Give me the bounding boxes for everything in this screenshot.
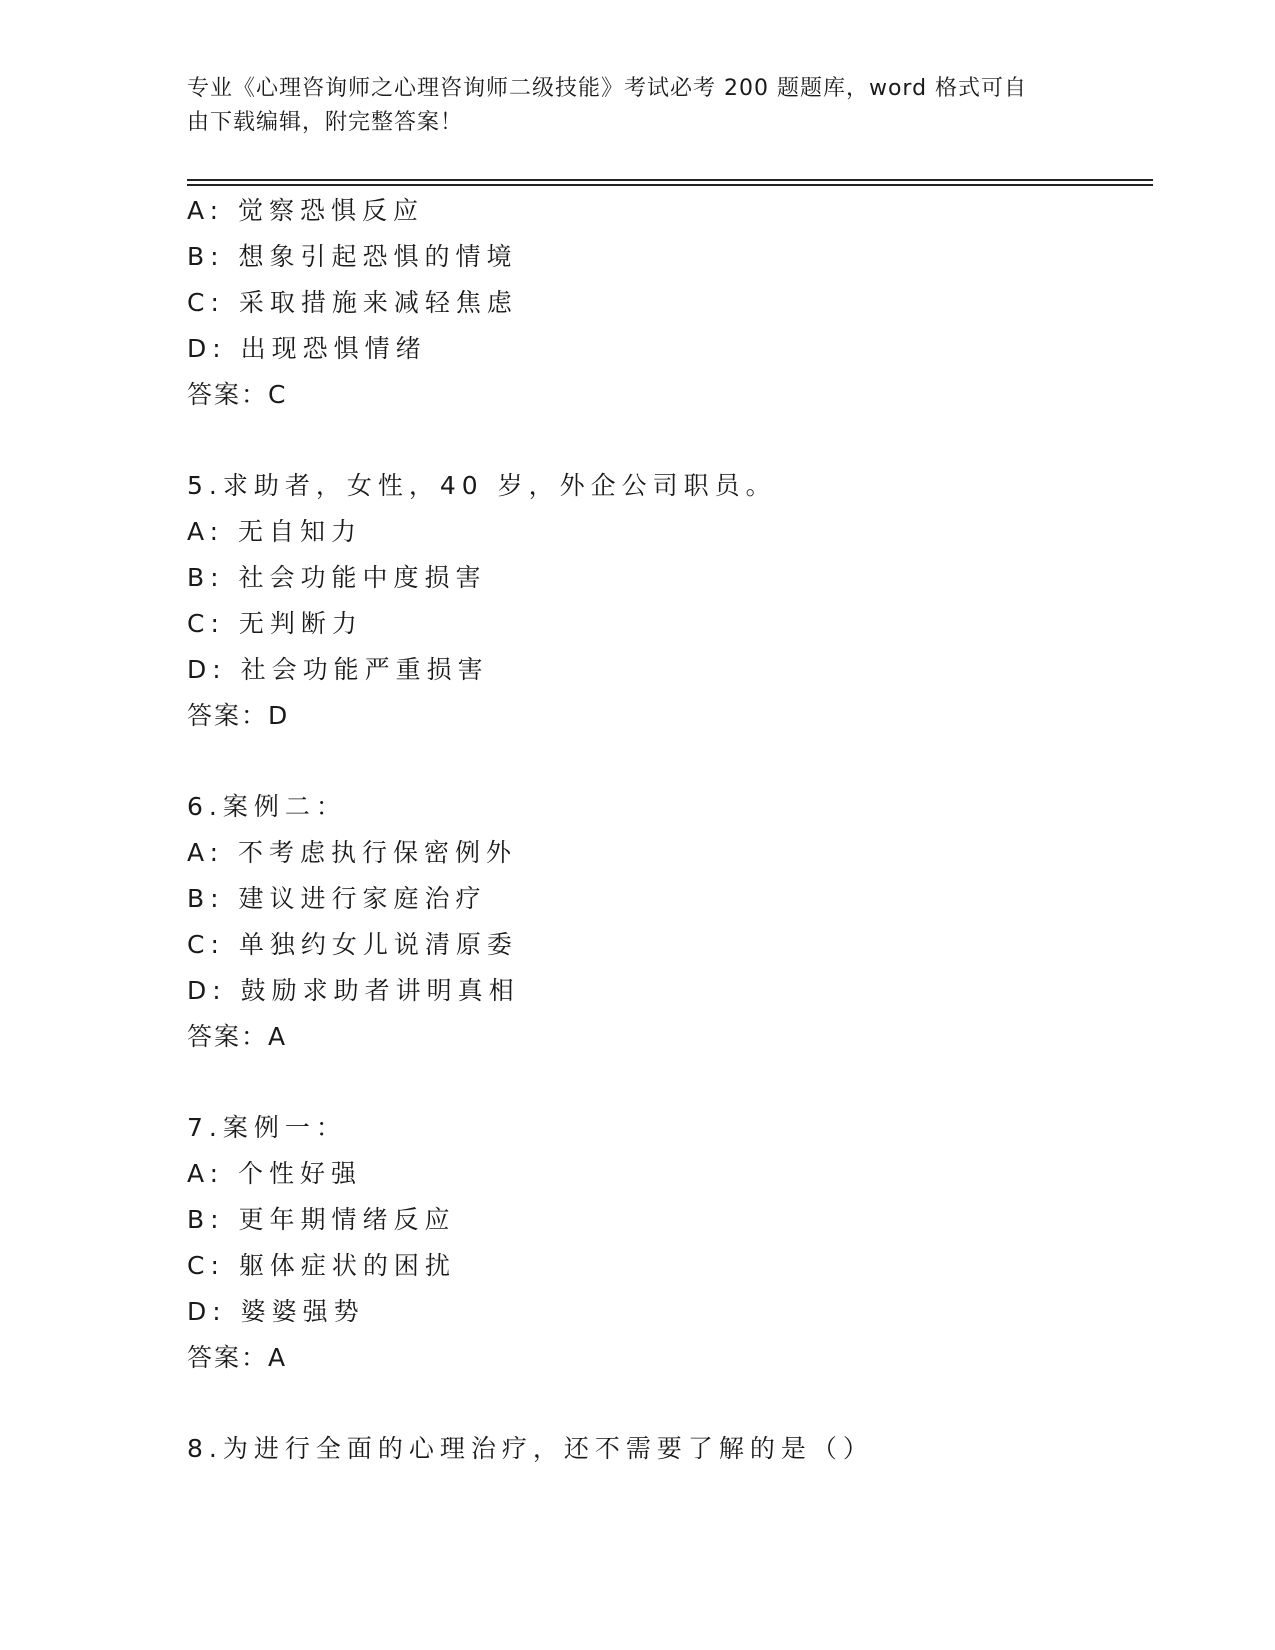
answer: 答案：A (187, 1343, 288, 1372)
question-6 (187, 784, 1147, 1060)
header-rule-bottom (187, 184, 1153, 186)
option-a: A: 不考虑执行保密例外 (187, 838, 518, 867)
answer: 答案：D (187, 701, 290, 730)
option-d: D: 鼓励求助者讲明真相 (187, 976, 520, 1005)
document-header (187, 72, 1087, 140)
option-a: A: 个性好强 (187, 1159, 363, 1188)
option-d: D: 社会功能严重损害 (187, 655, 489, 684)
option-a: A: 觉察恐惧反应 (187, 196, 425, 225)
question-stem: 7.案例一： (187, 1113, 347, 1142)
question-7 (187, 1105, 1147, 1381)
question-8 (187, 1426, 1147, 1472)
option-b: B: 社会功能中度损害 (187, 563, 487, 592)
answer: 答案：C (187, 380, 288, 409)
question-4 (187, 188, 1147, 418)
option-c: C: 躯体症状的困扰 (187, 1251, 456, 1280)
question-stem: 8.为进行全面的心理治疗，还不需要了解的是（） (187, 1434, 874, 1463)
answer: 答案：A (187, 1022, 288, 1051)
option-d: D: 出现恐惧情绪 (187, 334, 427, 363)
question-stem: 5.求助者，女性，40 岁，外企公司职员。 (187, 471, 777, 500)
option-b: B: 想象引起恐惧的情境 (187, 242, 518, 271)
header-line-1: 专业《心理咨询师之心理咨询师二级技能》考试必考 200 题题库，word 格式可自 (187, 76, 1028, 101)
option-c: C: 单独约女儿说清原委 (187, 930, 518, 959)
header-rule-top (187, 179, 1153, 181)
option-b: B: 更年期情绪反应 (187, 1205, 456, 1234)
option-c: C: 采取措施来减轻焦虑 (187, 288, 518, 317)
question-list (187, 188, 1147, 1472)
option-b: B: 建议进行家庭治疗 (187, 884, 487, 913)
question-5 (187, 463, 1147, 739)
header-line-2: 由下载编辑，附完整答案！ (187, 110, 464, 135)
option-d: D: 婆婆强势 (187, 1297, 365, 1326)
question-stem: 6.案例二： (187, 792, 347, 821)
option-c: C: 无判断力 (187, 609, 363, 638)
option-a: A: 无自知力 (187, 517, 363, 546)
